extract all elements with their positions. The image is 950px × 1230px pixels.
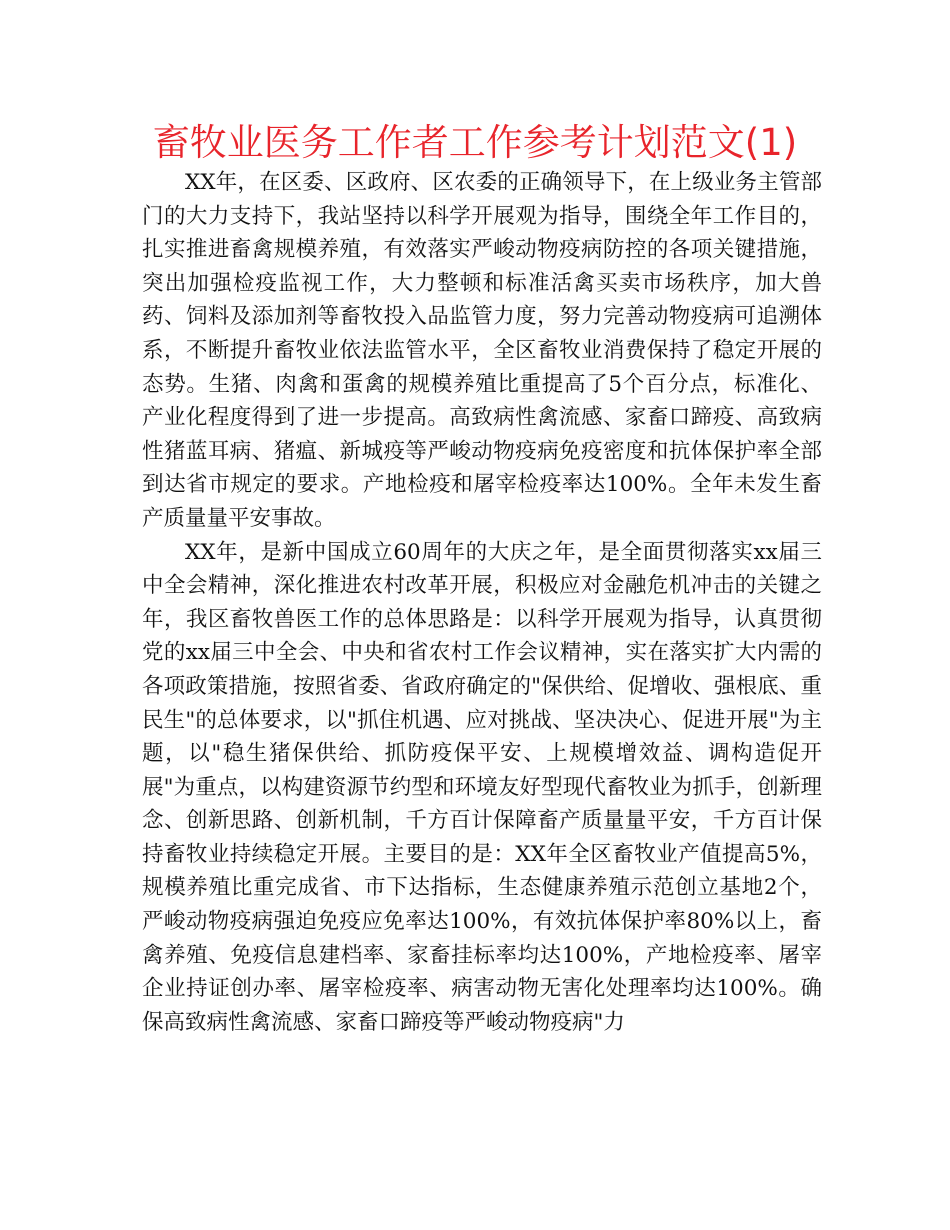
paragraph-2: XX年，是新中国成立60周年的大庆之年，是全面贯彻落实xx届三中全会精神，深化推进农村改革开展，积极应对金融危机冲击的关键之年，我区畜牧兽医工作的总体思路是：以科学开展观为指导，认真贯彻党的xx届三中全会、中央和省农村工作会议精神，实在落实扩大内需的各项政策措施，按照省委、省政府确定的"保供给、促增收、强根底、重民生"的总体要求，以"抓住机遇、应对挑战、坚决决心、促进开展"为主题，以"稳生猪保供给、抓防疫保平安、上规模增效益、调构造促开展"为重点，以构建资源节约型和环境友好型现代畜牧业为抓手，创新理念、创新思路、创新机制，千方百计保障畜产质量量平安，千方百计保持畜牧业持续稳定开展。主要目的是：XX年全区畜牧业产值提高5%，规模养殖比重完成省、市下达指标，生态健康养殖示范创立基地2个，严峻动物疫病强迫免疫应免率达100%，有效抗体保护率80%以上，畜禽养殖、免疫信息建档率、家畜挂标率均达100%，产地检疫率、屠宰企业持证创办率、屠宰检疫率、病害动物无害化处理率均达100%。确保高致病性禽流感、家畜口蹄疫等严峻动物疫病"力 — [142, 539, 822, 1035]
document-title: 畜牧业医务工作者工作参考计划范文(1) — [152, 121, 798, 164]
paragraph-1: XX年，在区委、区政府、区农委的正确领导下，在上级业务主管部门的大力支持下，我站坚持以科学开展观为指导，围绕全年工作目的，扎实推进畜禽规模养殖，有效落实严峻动物疫病防控的各项关键措施，突出加强检疫监视工作，大力整顿和标准活禽买卖市场秩序，加大兽药、饲料及添加剂等畜牧投入品监管力度，努力完善动物疫病可追溯体系，不断提升畜牧业依法监管水平，全区畜牧业消费保持了稳定开展的态势。生猪、肉禽和蛋禽的规模养殖比重提高了5个百分点，标准化、产业化程度得到了进一步提高。高致病性禽流感、家畜口蹄疫、高致病性猪蓝耳病、猪瘟、新城疫等严峻动物疫病免疫密度和抗体保护率全部到达省市规定的要求。产地检疫和屠宰检疫率达100%。全年未发生畜产质量量平安事故。 — [142, 170, 822, 531]
document-body — [142, 166, 822, 1039]
